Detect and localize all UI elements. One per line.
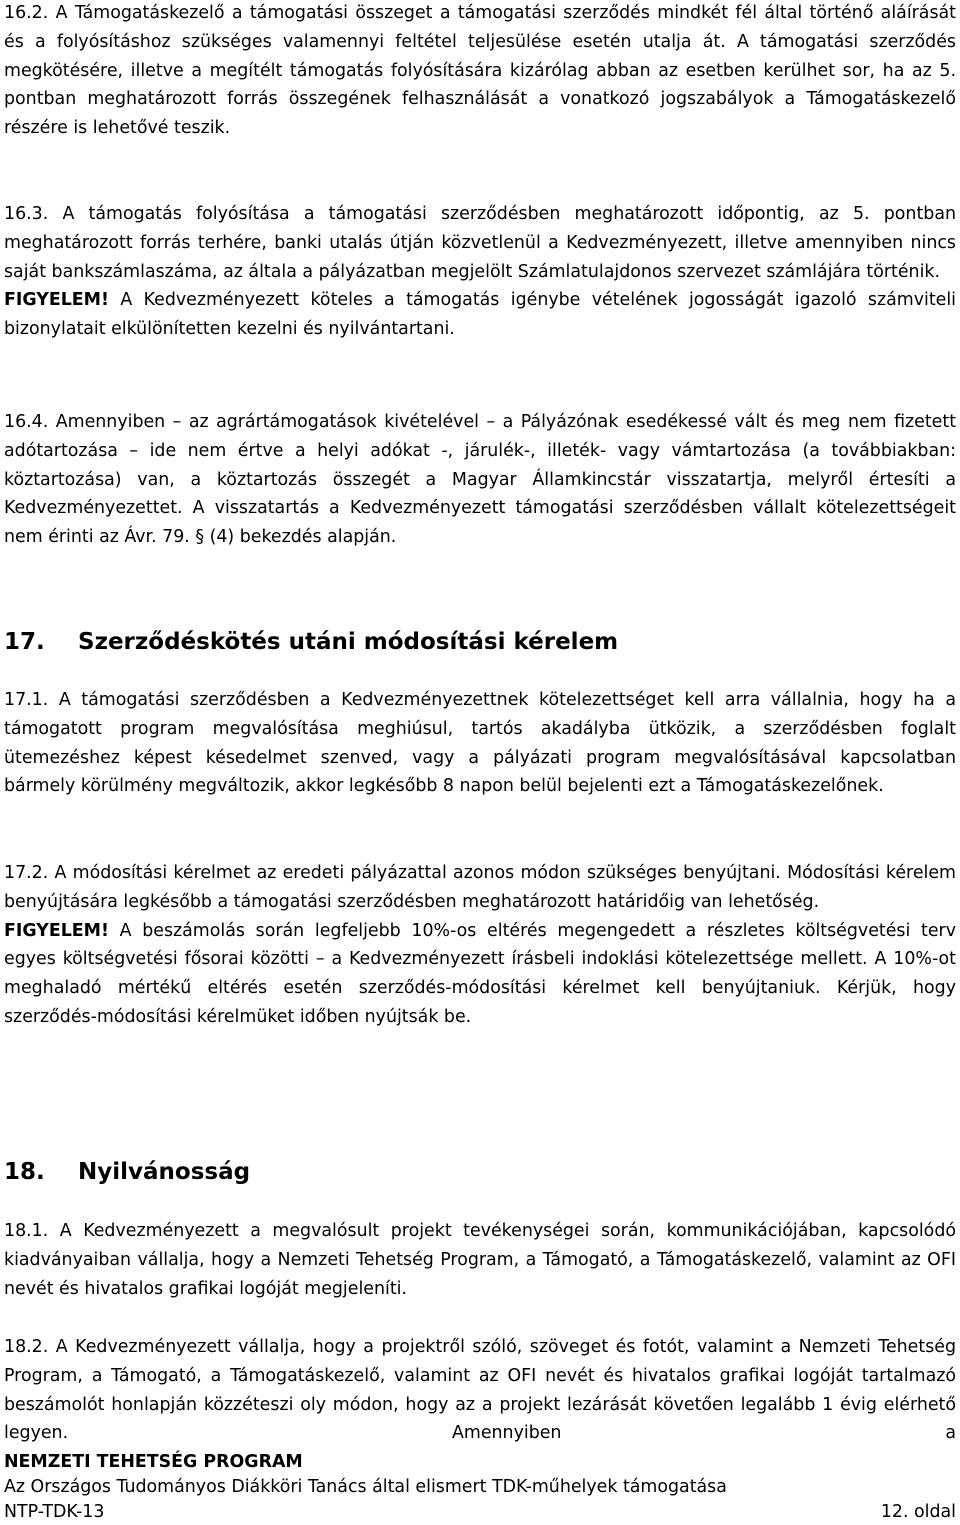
- paragraph-16-3: [4, 200, 956, 344]
- paragraph-number: 17.1.: [4, 690, 49, 710]
- paragraph-number: 18.1.: [4, 1221, 49, 1241]
- section-title: Szerződéskötés utáni módosítási kérelem: [78, 629, 619, 655]
- paragraph-text: A Kedvezményezett vállalja, hogy a projektről szóló, szöveget és fotót, valamint a Nemzeti Tehetség Program, a Támogató, a Támogatáskezelő, valamint az OFI nevét és hivatalos grafikai logóját tartalmazó beszámolót honlapján közzéteszi oly módon, hogy az a projekt lezárását követően legalább 1 évig elérhető legyen. Amennyiben a: [4, 1337, 957, 1444]
- paragraph-text: A támogatási szerződésben a Kedvezményezettnek kötelezettséget kell arra vállalnia, hogy ha a támogatott program megvalósítása meghiúsul, tartós akadályba ütközik, a szerződésben foglalt ütemezéshez képest késedelmet szenved, vagy a pályázati program megvalósításával kapcsolatban bármely körülmény megváltozik, akkor legkésőbb 8 napon belül bejelenti ezt a Támogatáskezelőnek.: [4, 690, 956, 797]
- paragraph-16-4: [4, 408, 956, 552]
- paragraph-number: 18.2.: [4, 1337, 49, 1357]
- footer-bottom-row: [4, 1500, 956, 1525]
- paragraph-17-1: [4, 686, 956, 801]
- warning-label: FIGYELEM!: [4, 920, 109, 941]
- paragraph-text: A Kedvezményezett a megvalósult projekt tevékenységei során, kommunikációjában, kapcsolódó kiadványaiban vállalja, hogy a Nemzeti Tehetség Program, a Támogató, a Támogatáskezelő, valamint az OFI nevét és hivatalos grafikai logóját megjeleníti.: [4, 1221, 956, 1299]
- paragraph-text: A módosítási kérelmet az eredeti pályázattal azonos módon szükséges benyújtani. Módosítási kérelem benyújtására legkésőbb a támogatási szerződésben meghatározott határidőig van lehetőség.: [4, 863, 956, 912]
- footer-program-name: NEMZETI TEHETSÉG PROGRAM: [4, 1452, 303, 1472]
- footer-subtitle: Az Országos Tudományos Diákköri Tanács által elismert TDK-műhelyek támogatása: [4, 1477, 727, 1497]
- paragraph-18-2: [4, 1333, 956, 1448]
- paragraph-text: Amennyiben – az agrártámogatások kivételével – a Pályázónak esedékessé vált és meg nem fizetett adótartozása – ide nem értve a helyi adókat -, járulék-, illeték- vagy vámtartozása (a továbbiakban: köztartozása) van, a köztartozás összegét a Magyar Államkincstár visszatartja, melyről értesíti a Kedvezményezettet. A visszatartás a Kedvezményezett támogatási szerződésben vállalt kötelezettségeit nem érinti az Ávr. 79. § (4) bekezdés alapján.: [4, 412, 957, 548]
- paragraph-17-2: [4, 859, 956, 1032]
- page-number: 12. oldal: [880, 1502, 956, 1522]
- paragraph-number: 17.2.: [4, 863, 49, 883]
- paragraph-16-2: [4, 0, 956, 143]
- section-number: 18.: [4, 1159, 45, 1185]
- warning-label: FIGYELEM!: [4, 290, 109, 311]
- section-number: 17.: [4, 629, 45, 655]
- paragraph-18-1: [4, 1217, 956, 1303]
- section-heading-17: [4, 627, 956, 657]
- warning-text: A Kedvezményezett köteles a támogatás igénybe vételének jogosságát igazoló számviteli bizonylatait elkülönítetten kezelni és nyilvántartani.: [4, 290, 957, 340]
- paragraph-number: 16.4.: [4, 412, 49, 432]
- warning-text: A beszámolás során legfeljebb 10%-os eltérés megengedett a részletes költségvetési terv egyes költségvetési fősorai közötti – a Kedvezményezett írásbeli indoklási kötelezettsége mellett. A 10%-ot meghaladó mértékű eltérés esetén szerződés-módosítási kérelmet kell benyújtaniuk. Kérjük, hogy szerződés-módosítási kérelmüket időben nyújtsák be.: [4, 920, 956, 1027]
- paragraph-text: A támogatás folyósítása a támogatási szerződésben meghatározott időpontig, az 5. pontban meghatározott forrás terhére, banki utalás útján közvetlenül a Kedvezményezett, illetve amennyiben nincs saját bankszámlaszáma, az általa a pályázatban megjelölt Számlatulajdonos szervezet számlájára történik.: [4, 204, 956, 282]
- paragraph-number: 16.2.: [4, 3, 49, 23]
- paragraph-text: A Támogatáskezelő a támogatási összeget a támogatási szerződés mindkét fél által történő aláírását és a folyósításhoz szükséges valamennyi feltétel teljesülése esetén utalja át. A támogatási szerződés megkötésére, illetve a megítélt támogatás folyósítására kizárólag abban az esetben kerülhet sor, ha az 5. pontban meghatározott forrás összegének felhasználását a vonatkozó jogszabályok a Támogatáskezelő részére is lehetővé teszik.: [4, 3, 957, 139]
- section-title: Nyilvánosság: [78, 1159, 251, 1185]
- footer-code: NTP-TDK-13: [4, 1502, 105, 1522]
- page-footer: [4, 1450, 956, 1525]
- paragraph-number: 16.3.: [4, 204, 49, 224]
- section-heading-18: [4, 1157, 956, 1187]
